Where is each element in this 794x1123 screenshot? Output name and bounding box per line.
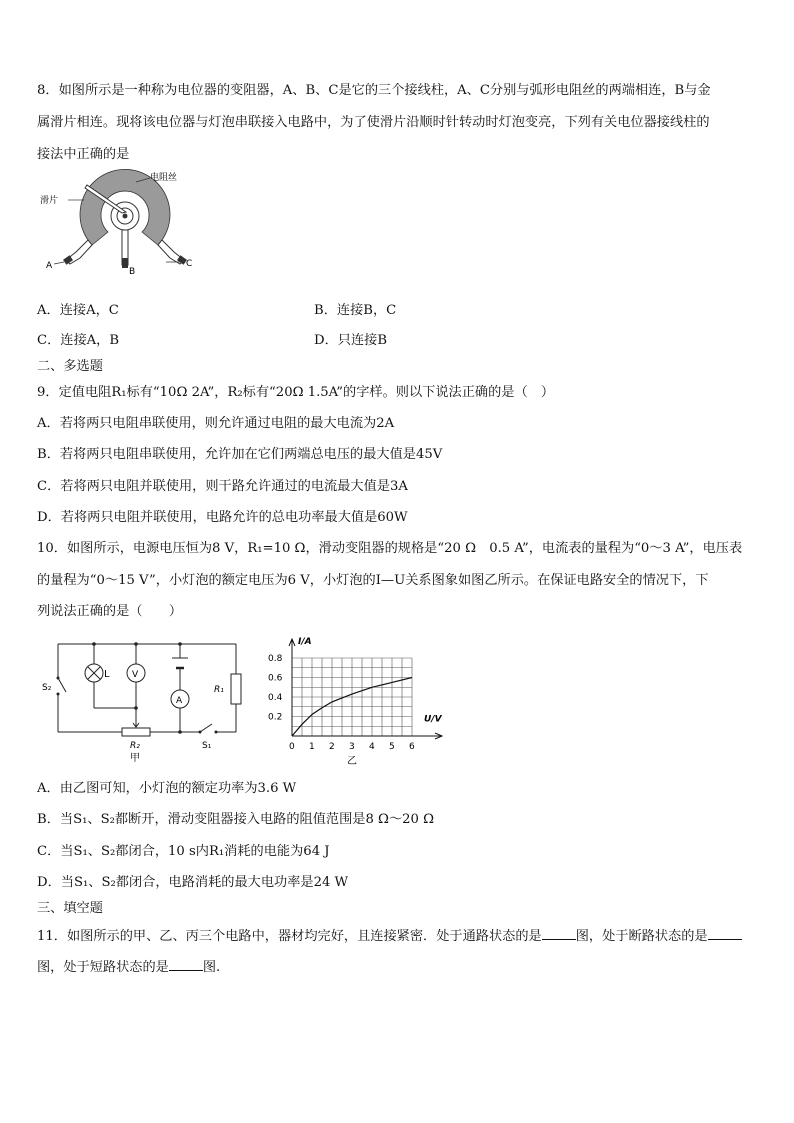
circuit-caption: 甲 bbox=[130, 753, 140, 764]
q11-line1 bbox=[37, 927, 742, 946]
label-r2: R₂ bbox=[130, 741, 140, 751]
label-s1: S₁ bbox=[202, 741, 212, 751]
q10-option-b: B．当S₁、S₂都断开，滑动变阻器接入电路的阻值范围是8 Ω～20 Ω bbox=[37, 812, 435, 827]
q9-stem: 9．定值电阻R₁标有“10Ω 2A”，R₂标有“20Ω 1.5A”的字样。则以下说法正确的是（ ） bbox=[37, 385, 555, 400]
rheostat-r2 bbox=[122, 728, 150, 736]
q8-option-d: D．只连接B bbox=[314, 333, 388, 348]
label-s2: S₂ bbox=[42, 683, 52, 693]
q8-line3: 接法中正确的是 bbox=[37, 147, 130, 162]
y-tick-label: 0.8 bbox=[268, 654, 283, 664]
q11-part4: 图. bbox=[202, 960, 221, 975]
q8-line2: 属滑片相连。现将该电位器与灯泡串联接入电路中，为了使滑片沿顺时针转动时灯泡变亮，下列有关电位器接线柱的 bbox=[37, 115, 710, 130]
q11-part3-lead: 图，处于短路状态的是 bbox=[37, 960, 169, 975]
label-ammeter: A bbox=[176, 696, 183, 706]
q10-option-c: C．当S₁、S₂都闭合，10 s内R₁消耗的电能为64 J bbox=[37, 844, 330, 859]
x-tick-label: 5 bbox=[389, 742, 395, 752]
iu-graph bbox=[262, 628, 452, 768]
x-tick-label: 6 bbox=[409, 742, 415, 752]
y-tick-label: 0.4 bbox=[268, 693, 283, 703]
terminal-b-label: B bbox=[129, 267, 136, 277]
q11-part2: 图，处于断路状态的是 bbox=[575, 929, 708, 944]
terminal-a-label: A bbox=[46, 261, 53, 271]
resistor-r1 bbox=[231, 674, 241, 704]
section-heading-fill-blank: 三、填空题 bbox=[37, 901, 103, 916]
q8-option-a: A．连接A，C bbox=[37, 303, 119, 318]
y-tick-label: 0.6 bbox=[268, 673, 283, 684]
q10-option-a: A．由乙图可知，小灯泡的额定功率为3.6 W bbox=[37, 781, 297, 796]
q9-option-d: D．若将两只电阻并联使用，电路允许的总电功率最大值是60W bbox=[37, 510, 408, 525]
label-voltmeter: V bbox=[132, 670, 139, 680]
terminal-c-label: C bbox=[186, 259, 193, 269]
x-tick-label: 2 bbox=[329, 742, 335, 752]
q10-line2: 的量程为“0～15 V”，小灯泡的额定电压为6 V，小灯泡的I—U关系图象如图乙所示。在保证电路安全的情况下，下 bbox=[37, 573, 709, 588]
q10-option-d: D．当S₁、S₂都闭合，电路消耗的最大电功率是24 W bbox=[37, 875, 349, 890]
q9-option-a: A．若将两只电阻串联使用，则允许通过电阻的最大电流为2A bbox=[37, 416, 395, 431]
x-axis-label: U/V bbox=[424, 714, 442, 725]
section-heading-multiple-choice: 二、多选题 bbox=[37, 359, 103, 374]
wire-label: 电阻丝 bbox=[150, 173, 178, 183]
q11-blank-2[interactable] bbox=[708, 927, 742, 940]
chart-caption: 乙 bbox=[347, 756, 357, 767]
q11-blank-3[interactable] bbox=[169, 958, 203, 971]
switch-s2 bbox=[58, 678, 66, 692]
q8-option-b: B．连接B，C bbox=[314, 303, 397, 318]
x-tick-label: 1 bbox=[309, 742, 315, 752]
q11-blank-1[interactable] bbox=[542, 927, 576, 940]
y-axis-label: I/A bbox=[298, 637, 312, 647]
circuit-diagram bbox=[38, 636, 248, 766]
hub-center bbox=[123, 214, 128, 219]
q10-line1: 10．如图所示，电源电压恒为8 V，R₁=10 Ω，滑动变阻器的规格是“20 Ω 0.5 A”，电流表的量程为“0～3 A”，电压表 bbox=[37, 541, 743, 556]
q8-line1: 8．如图所示是一种称为电位器的变阻器，A、B、C是它的三个接线柱，A、C分别与弧形电阻丝的两端相连，B与金 bbox=[37, 83, 711, 98]
x-tick-label: 4 bbox=[369, 742, 375, 752]
q11-part1: 11．如图所示的甲、乙、丙三个电路中，器材均完好，且连接紧密．处于通路状态的是 bbox=[37, 929, 542, 944]
q10-line3: 列说法正确的是（ ） bbox=[37, 604, 183, 619]
q11-line2 bbox=[37, 958, 220, 977]
label-lamp: L bbox=[104, 669, 110, 680]
slider-label: 滑片 bbox=[40, 196, 59, 206]
label-r1: R₁ bbox=[214, 685, 224, 695]
y-tick-label: 0.2 bbox=[268, 712, 283, 723]
q9-option-b: B．若将两只电阻串联使用，允许加在它们两端总电压的最大值是45V bbox=[37, 447, 443, 462]
q8-option-c: C．连接A，B bbox=[37, 333, 120, 348]
x-tick-label: 0 bbox=[289, 742, 295, 752]
switch-s1 bbox=[200, 724, 212, 732]
q9-option-c: C．若将两只电阻并联使用，则干路允许通过的电流最大值是3A bbox=[37, 479, 408, 494]
terminal-b-screw bbox=[122, 258, 128, 268]
potentiometer-figure bbox=[40, 170, 193, 277]
x-tick-label: 3 bbox=[349, 742, 355, 752]
